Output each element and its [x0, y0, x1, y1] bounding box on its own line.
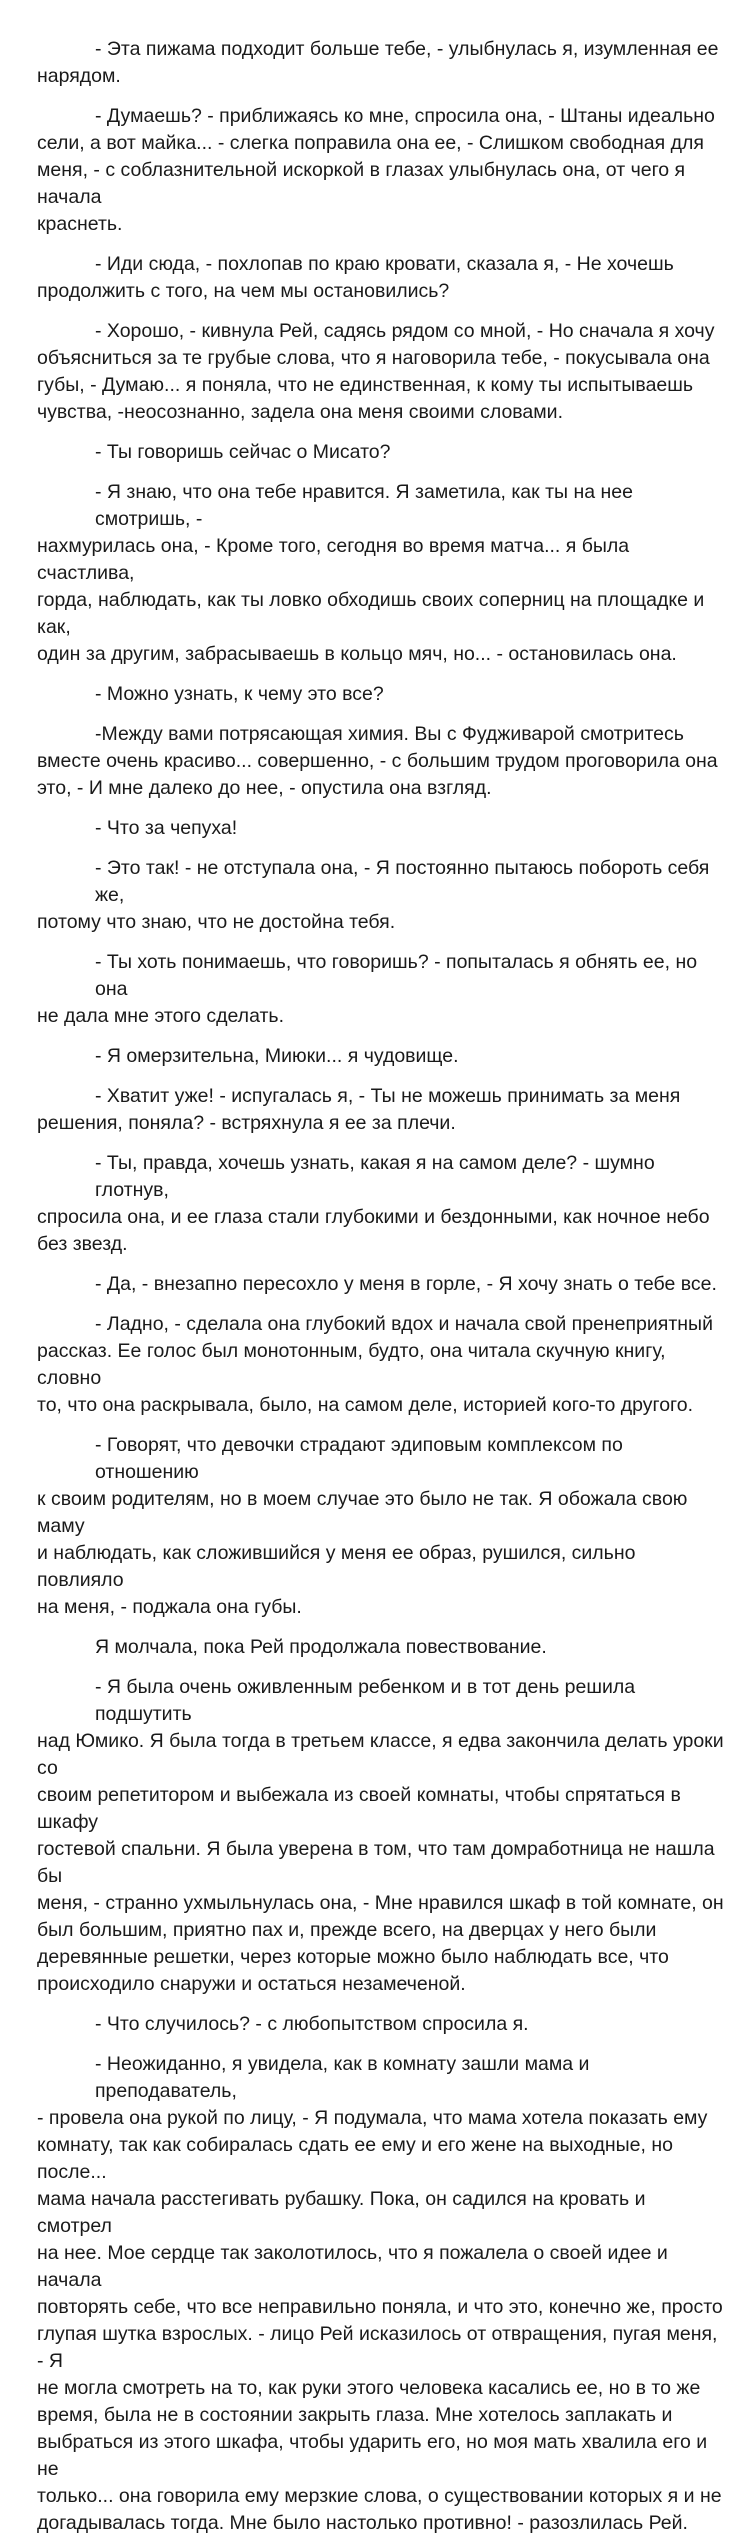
- paragraph-line: нарядом.: [37, 65, 121, 87]
- paragraph-line: - Что за чепуха!: [95, 817, 238, 839]
- paragraph-line: без звезд.: [37, 1233, 128, 1255]
- paragraph-line: - Да, - внезапно пересохло у меня в горле, - Я хочу знать о тебе все.: [95, 1273, 717, 1295]
- paragraph-line: - Я омерзительна, Миюки... я чудовище.: [95, 1045, 459, 1067]
- paragraph-line: это, - И мне далеко до нее, - опустила она взгляд.: [37, 777, 492, 799]
- paragraph-line: мама начала расстегивать рубашку. Пока, он садился на кровать и смотрел: [37, 2188, 646, 2237]
- paragraph-line: на нее. Мое сердце так заколотилось, что я пожалела о своей идее и начала: [37, 2242, 668, 2291]
- paragraph-line: меня, - странно ухмыльнулась она, - Мне нравился шкаф в той комнате, он: [37, 1892, 724, 1914]
- paragraph: [37, 1271, 724, 1298]
- paragraph: [37, 1083, 724, 1137]
- paragraph: [37, 1043, 724, 1070]
- paragraph-line: нахмурилась она, - Кроме того, сегодня во время матча... я была счастлива,: [37, 535, 630, 584]
- paragraph: [37, 439, 724, 466]
- paragraph-line: продолжить с того, на чем мы остановились?: [37, 280, 450, 302]
- paragraph-line: вместе очень красиво... совершенно, - с большим трудом проговорила она: [37, 750, 718, 772]
- paragraph-line: своим репетитором и выбежала из своей комнаты, чтобы спрятаться в шкафу: [37, 1784, 681, 1833]
- paragraph-line: не могла смотреть на то, как руки этого человека касались ее, но в то же: [37, 2377, 701, 2399]
- paragraph-line: потому что знаю, что не достойна тебя.: [37, 911, 396, 933]
- paragraph-line: Я молчала, пока Рей продолжала повествование.: [95, 1636, 547, 1658]
- paragraph-line: рассказ. Ее голос был монотонным, будто, она читала скучную книгу, словно: [37, 1340, 666, 1389]
- paragraph: [37, 251, 724, 305]
- paragraph-line: горда, наблюдать, как ты ловко обходишь своих соперниц на площадке и как,: [37, 589, 705, 638]
- paragraph-line: происходило снаружи и остаться незамеченой.: [37, 1973, 466, 1995]
- paragraph-line: - Хорошо, - кивнула Рей, садясь рядом со мной, - Но сначала я хочу: [95, 320, 715, 342]
- paragraph: [37, 2011, 724, 2038]
- paragraph-line: один за другим, забрасываешь в кольцо мяч, но... - остановилась она.: [37, 643, 677, 665]
- paragraph: [37, 2051, 724, 2537]
- paragraph-line: над Юмико. Я была тогда в третьем классе, я едва закончила делать уроки со: [37, 1730, 724, 1779]
- paragraph: [37, 479, 724, 668]
- paragraph-line: - Я была очень оживленным ребенком и в тот день решила подшутить: [95, 1676, 636, 1725]
- paragraph: [37, 36, 724, 90]
- paragraph-line: - Можно узнать, к чему это все?: [95, 683, 384, 705]
- paragraph-line: комнату, так как собиралась сдать ее ему и его жене на выходные, но после...: [37, 2134, 673, 2183]
- paragraph-line: гостевой спальни. Я была уверена в том, что там домработница не нашла бы: [37, 1838, 715, 1887]
- paragraph-line: краснеть.: [37, 213, 123, 235]
- paragraph-line: повторять себе, что все неправильно поняла, и что это, конечно же, просто: [37, 2296, 723, 2318]
- paragraph-line: выбраться из этого шкафа, чтобы ударить его, но моя мать хвалила его и не: [37, 2431, 708, 2480]
- paragraph-line: время, была не в состоянии закрыть глаза. Мне хотелось заплакать и: [37, 2404, 673, 2426]
- paragraph: [37, 815, 724, 842]
- paragraph-line: был большим, приятно пах и, прежде всего, на дверцах у него были: [37, 1919, 657, 1941]
- paragraph-line: - Эта пижама подходит больше тебе, - улыбнулась я, изумленная ее: [95, 38, 719, 60]
- paragraph: [37, 1150, 724, 1258]
- paragraph: [37, 103, 724, 238]
- paragraph-line: глупая шутка взрослых. - лицо Рей исказилось от отвращения, пугая меня, - Я: [37, 2323, 718, 2372]
- paragraph-line: решения, поняла? - встряхнула я ее за плечи.: [37, 1112, 456, 1134]
- paragraph-line: - Иди сюда, - похлопав по краю кровати, сказала я, - Не хочешь: [95, 253, 674, 275]
- paragraph-line: спросила она, и ее глаза стали глубокими и бездонными, как ночное небо: [37, 1206, 710, 1228]
- paragraph-line: на меня, - поджала она губы.: [37, 1596, 302, 1618]
- paragraph: [37, 721, 724, 802]
- paragraph: [37, 949, 724, 1030]
- paragraph-line: меня, - с соблазнительной искоркой в глазах улыбнулась она, от чего я начала: [37, 159, 686, 208]
- paragraph-line: - Неожиданно, я увидела, как в комнату зашли мама и преподаватель,: [95, 2053, 590, 2102]
- paragraph-line: - Это так! - не отступала она, - Я постоянно пытаюсь побороть себя же,: [95, 857, 710, 906]
- story-text: [37, 36, 724, 2537]
- paragraph: [37, 681, 724, 708]
- paragraph-line: - Я знаю, что она тебе нравится. Я заметила, как ты на нее смотришь, -: [95, 481, 633, 530]
- paragraph: [37, 855, 724, 936]
- paragraph-line: губы, - Думаю... я поняла, что не единственная, к кому ты испытываешь: [37, 374, 694, 396]
- paragraph-line: объясниться за те грубые слова, что я наговорила тебе, - покусывала она: [37, 347, 710, 369]
- paragraph-line: сели, а вот майка... - слегка поправила она ее, - Слишком свободная для: [37, 132, 704, 154]
- paragraph-line: - провела она рукой по лицу, - Я подумала, что мама хотела показать ему: [37, 2107, 708, 2129]
- paragraph-line: - Ты, правда, хочешь узнать, какая я на самом деле? - шумно глотнув,: [95, 1152, 655, 1201]
- paragraph-line: и наблюдать, как сложившийся у меня ее образ, рушился, сильно повлияло: [37, 1542, 636, 1591]
- paragraph: [37, 1674, 724, 1998]
- paragraph-line: - Ты хоть понимаешь, что говоришь? - попыталась я обнять ее, но она: [95, 951, 698, 1000]
- paragraph-line: только... она говорила ему мерзкие слова, о существовании которых я и не: [37, 2485, 722, 2507]
- paragraph: [37, 1634, 724, 1661]
- paragraph: [37, 1432, 724, 1621]
- paragraph: [37, 318, 724, 426]
- paragraph-line: к своим родителям, но в моем случае это было не так. Я обожала свою маму: [37, 1488, 688, 1537]
- paragraph-line: то, что она раскрывала, было, на самом деле, историей кого-то другого.: [37, 1394, 693, 1416]
- paragraph-line: не дала мне этого сделать.: [37, 1005, 284, 1027]
- paragraph-line: - Хватит уже! - испугалась я, - Ты не можешь принимать за меня: [95, 1085, 681, 1107]
- paragraph-line: -Между вами потрясающая химия. Вы с Фудживарой смотритесь: [95, 723, 684, 745]
- paragraph-line: чувства, -неосознанно, задела она меня своими словами.: [37, 401, 563, 423]
- paragraph-line: догадывалась тогда. Мне было настолько противно! - разозлилась Рей.: [37, 2512, 688, 2534]
- paragraph-line: - Ладно, - сделала она глубокий вдох и начала свой пренеприятный: [95, 1313, 713, 1335]
- paragraph: [37, 1311, 724, 1419]
- paragraph-line: - Ты говоришь сейчас о Мисато?: [95, 441, 391, 463]
- paragraph-line: - Думаешь? - приближаясь ко мне, спросила она, - Штаны идеально: [95, 105, 715, 127]
- paragraph-line: деревянные решетки, через которые можно было наблюдать все, что: [37, 1946, 669, 1968]
- paragraph-line: - Говорят, что девочки страдают эдиповым комплексом по отношению: [95, 1434, 623, 1483]
- paragraph-line: - Что случилось? - с любопытством спросила я.: [95, 2013, 529, 2035]
